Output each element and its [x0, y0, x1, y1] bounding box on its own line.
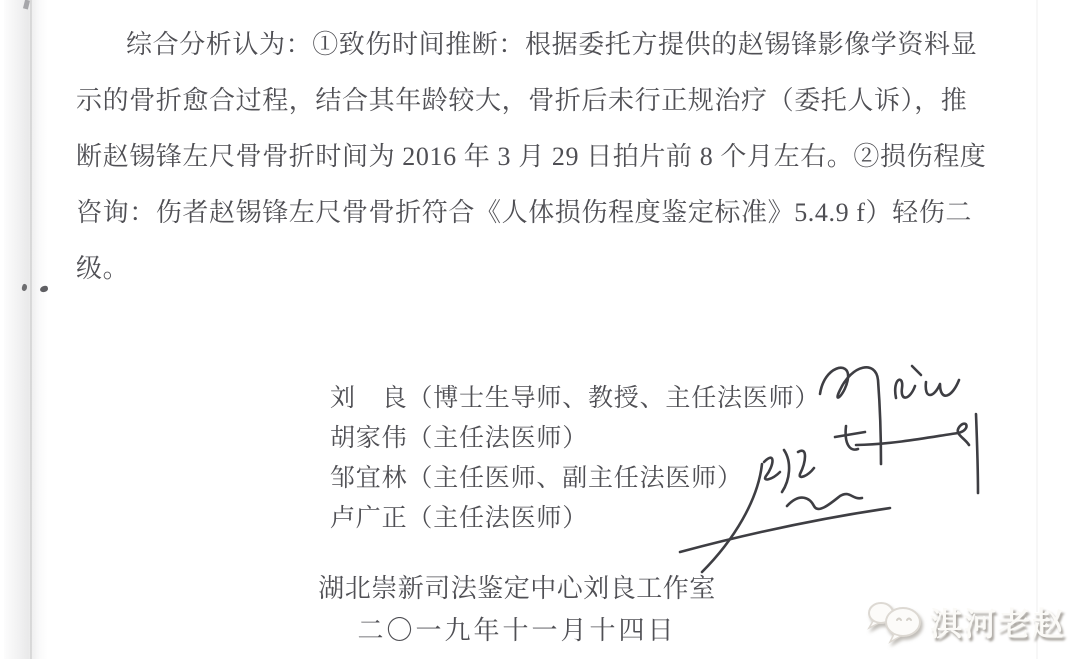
document-date: 二〇一九年十一月十四日	[357, 616, 677, 645]
issuer-name: 湖北崇新司法鉴定中心刘良工作室	[318, 574, 716, 603]
watermark-text: 淇河老赵	[930, 606, 1067, 642]
analysis-paragraph	[76, 17, 1026, 297]
chat-bubbles-icon	[866, 596, 924, 648]
handwritten-signature-second	[652, 428, 922, 586]
paragraph-line: 级。	[76, 254, 130, 283]
signer-lu-guangzheng: 卢广正（主任法医师）	[330, 505, 589, 532]
paragraph-line: 咨询：伤者赵锡锋左尺骨骨折符合《人体损伤程度鉴定标准》5.4.9 f）轻伤二	[76, 198, 972, 227]
paper-edge-line	[1036, 0, 1038, 659]
paragraph-line: 综合分析认为：①致伤时间推断：根据委托方提供的赵锡锋影像学资料显	[126, 30, 978, 59]
watermark	[866, 596, 1066, 648]
paragraph-line: 断赵锡锋左尺骨骨折时间为 2016 年 3 月 29 日拍片前 8 个月左右。②损伤程度	[76, 142, 987, 171]
paragraph-line: 示的骨折愈合过程，结合其年龄较大，骨折后未行正规治疗（委托人诉），推	[76, 86, 968, 115]
paper-fold-shadow	[4, 0, 48, 659]
signer-zou-yilin: 邹宜林（主任医师、副主任法医师）	[330, 465, 743, 492]
signer-hu-jiawei: 胡家伟（主任法医师）	[330, 425, 589, 452]
signer-liu-liang: 刘 良（博士生导师、教授、主任法医师）	[330, 385, 821, 412]
paper-fold-line	[30, 0, 32, 659]
